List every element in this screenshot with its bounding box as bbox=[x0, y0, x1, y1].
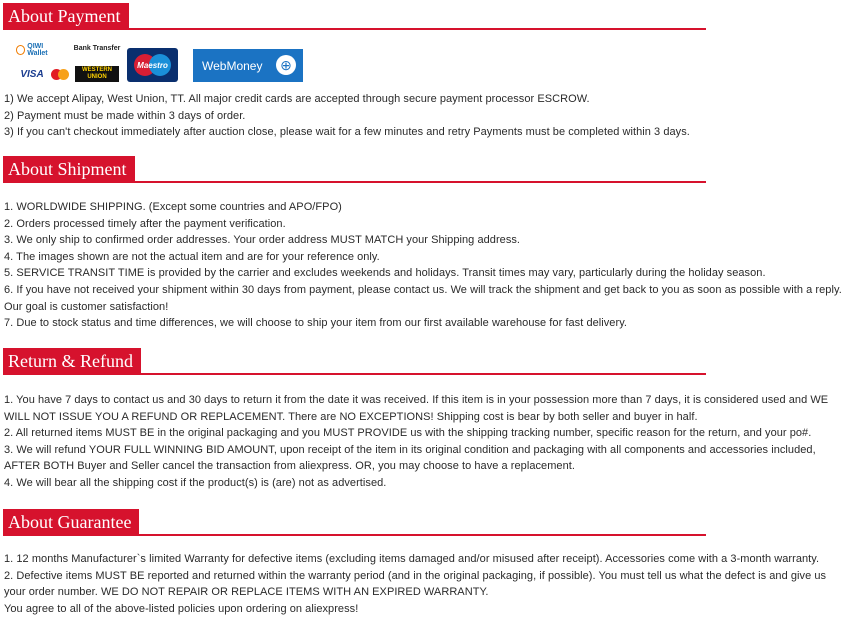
payment-line: 1) We accept Alipay, West Union, TT. All major credit cards are accepted through secure payment processor ESCROW. bbox=[4, 93, 590, 105]
shipment-line: 1. WORLDWIDE SHIPPING. (Except some countries and APO/FPO) bbox=[4, 201, 342, 213]
section-title-payment: About Payment bbox=[3, 3, 129, 30]
western-union-line2: UNION bbox=[87, 74, 107, 80]
bank-transfer-logo: Bank Transfer bbox=[73, 44, 121, 52]
section-divider bbox=[3, 534, 706, 536]
shipment-line: 4. The images shown are not the actual item and are for your reference only. bbox=[4, 250, 380, 263]
mastercard-yellow-circle bbox=[58, 69, 69, 80]
section-title-guarantee: About Guarantee bbox=[3, 509, 139, 536]
webmoney-globe-icon: ⊕ bbox=[276, 55, 296, 75]
shipment-line: 5. SERVICE TRANSIT TIME is provided by the carrier and excludes weekends and holidays. Transit times may vary, particularly during the holiday season. bbox=[4, 267, 766, 280]
refund-line: 3. We will refund YOUR FULL WINNING BID AMOUNT, upon receipt of the item in its original condition and packaging with all components and accessories included, AFTER BOTH Buyer and Seller cancel the transaction from aliexpress. OR, you may choose to have a replacement. bbox=[4, 443, 816, 473]
shipment-text bbox=[4, 199, 849, 332]
qiwi-logo bbox=[16, 42, 62, 58]
payment-line: 3) If you can't checkout immediately after auction close, please wait for a few minutes and retry Payments must be completed within 3 days. bbox=[4, 126, 690, 139]
section-divider bbox=[3, 373, 706, 375]
mastercard-logo bbox=[48, 67, 72, 81]
shipment-line: 2. Orders processed timely after the payment verification. bbox=[4, 217, 286, 230]
qiwi-icon bbox=[16, 45, 25, 55]
maestro-logo bbox=[127, 48, 178, 82]
shipment-line: 7. Due to stock status and time differences, we will choose to ship your item from our first available warehouse for fast delivery. bbox=[4, 317, 628, 330]
guarantee-line: 1. 12 months Manufacturer`s limited Warranty for defective items (excluding items damaged and/or misused after receipt). Accessories come with a 3-month warranty. bbox=[4, 553, 820, 565]
refund-text bbox=[4, 392, 849, 492]
refund-line: 1. You have 7 days to contact us and 30 days to return it from the date it was received. If this item is in your possession more than 7 days, it is considered used and WE WILL NOT ISSUE YOU A REFUND OR REPLACEMENT. There are NO EXCEPTIONS! Shipping cost is bear by both seller and buyer in half. bbox=[4, 394, 829, 423]
maestro-label: Maestro bbox=[137, 60, 168, 70]
webmoney-label: WebMoney bbox=[202, 58, 263, 73]
visa-logo: VISA bbox=[20, 68, 44, 80]
webmoney-logo bbox=[193, 49, 303, 82]
western-union-line1: WESTERN bbox=[82, 67, 112, 73]
shipment-line: 6. If you have not received your shipment within 30 days from payment, please contact us. We will track the shipment and get back to you as soon as possible with a reply. Our goal is customer satisfaction! bbox=[4, 283, 842, 313]
guarantee-line: 2. Defective items MUST BE reported and returned within the warranty period (and in the original packaging, if possible). You must tell us what the defect is and give us your order number. WE DO NOT REPAIR OR REPLACE ITEMS WITH AN EXPIRED WARRANTY. bbox=[4, 569, 827, 599]
section-title-refund: Return & Refund bbox=[3, 348, 141, 375]
payment-text bbox=[4, 91, 849, 141]
section-header-shipment bbox=[3, 156, 706, 183]
section-header-payment bbox=[3, 3, 706, 30]
payment-line: 2) Payment must be made within 3 days of order. bbox=[4, 109, 246, 122]
section-header-guarantee bbox=[3, 509, 706, 536]
refund-line: 4. We will bear all the shipping cost if the product(s) is (are) not as advertised. bbox=[4, 476, 387, 489]
western-union-logo bbox=[75, 66, 119, 82]
section-title-shipment: About Shipment bbox=[3, 156, 135, 183]
guarantee-line: You agree to all of the above-listed policies upon ordering on aliexpress! bbox=[4, 602, 359, 615]
shipment-line: 3. We only ship to confirmed order addresses. Your order address MUST MATCH your Shipping address. bbox=[4, 234, 521, 247]
qiwi-label: QIWI Wallet bbox=[27, 43, 48, 57]
guarantee-text bbox=[4, 551, 849, 617]
section-divider bbox=[3, 181, 706, 183]
refund-line: 2. All returned items MUST BE in the original packaging and you MUST PROVIDE us with the shipping tracking number, specific reason for the return, and your po#. bbox=[4, 427, 812, 440]
section-header-refund bbox=[3, 348, 706, 375]
section-divider bbox=[3, 28, 706, 30]
